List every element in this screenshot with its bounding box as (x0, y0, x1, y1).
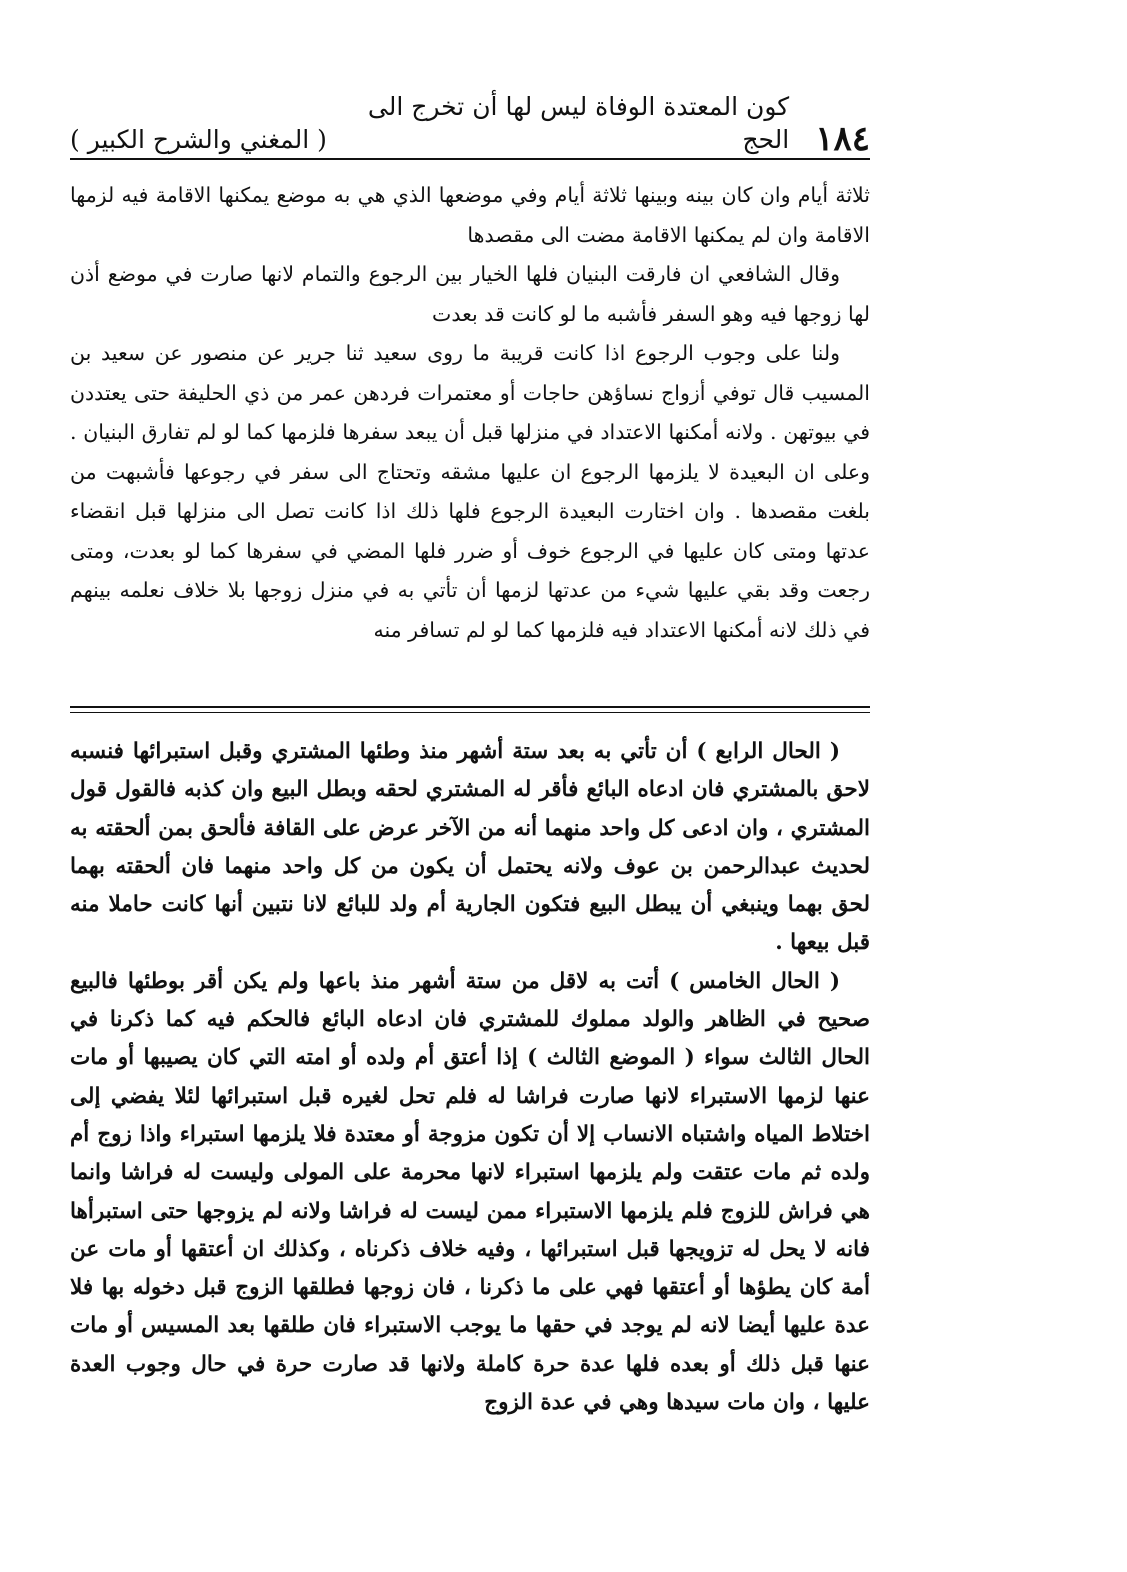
divider-line-thin (70, 712, 870, 713)
commentary-paragraph: ( الحال الخامس ) أتت به لاقل من ستة أشهر منذ باعها ولم يكن أقر بوطئها فالبيع صحيح في الظاهر والولد مملوك للمشتري فان ادعاه البائع فالحكم فيه كما ذكرنا في الحال الثالث سواء ( الموضع الثالث ) إذا أعتق أم ولده أو امته التي كان يصيبها أو مات عنها لزمها الاستبراء لانها صارت فراشا له فلم تحل لغيره قبل استبرائها لئلا يفضي إلى اختلاط المياه واشتباه الانساب إلا أن تكون مزوجة أو معتدة فلا يلزمها استبراء واذا زوج أم ولده ثم مات عتقت ولم يلزمها استبراء لانها محرمة على المولى وليست له فراشا وانما هي فراش للزوج فلم يلزمها الاستبراء ممن ليست له فراشا ولانه لم يزوجها حتى استبرأها فانه لا يحل له تزويجها قبل استبرائها ، وفيه خلاف ذكرناه ، وكذلك ان أعتقها أو مات عن أمة كان يطؤها أو أعتقها فهي على ما ذكرنا ، فان زوجها فطلقها الزوج قبل دخوله بها فلا عدة عليها أيضا لانه لم يوجد في حقها ما يوجب الاستبراء فان طلقها بعد المسيس أو مات عنها قبل ذلك أو بعده فلها عدة حرة كاملة ولانها قد صارت حرة في حال وجوب العدة عليها ، وان مات سيدها وهي في عدة الزوج (70, 968, 870, 1416)
main-paragraph: ثلاثة أيام وان كان بينه وبينها ثلاثة أيام وفي موضعها الذي هي به موضع يمكنها الاقامة فيه لزمها الاقامة وان لم يمكنها الاقامة مضت الى مقصدها (70, 183, 870, 247)
book-page (70, 92, 870, 1536)
commentary-text (70, 733, 870, 1422)
section-divider (70, 706, 870, 713)
main-text (70, 176, 870, 650)
page-number: ١٨٤ (815, 119, 870, 159)
page-header (70, 92, 870, 159)
running-title: كون المعتدة الوفاة ليس لها أن تخرج الى الحج (367, 92, 790, 154)
main-paragraph: وقال الشافعي ان فارقت البنيان فلها الخيار بين الرجوع والتمام لانها صارت في موضع أذن لها زوجها فيه وهو السفر فأشبه ما لو كانت قد بعدت (70, 262, 870, 326)
commentary-paragraph: ( الحال الرابع ) أن تأتي به بعد ستة أشهر منذ وطئها المشتري وقبل استبرائها فنسبه لاحق بالمشتري فان ادعاه البائع فأقر له المشتري لحقه وبطل البيع وان كذبه فالقول قول المشتري ، وان ادعى كل واحد منهما أنه من الآخر عرض على القافة فألحق بمن ألحقته به لحديث عبدالرحمن بن عوف ولانه يحتمل أن يكون من كل واحد منهما فان ألحقته بهما لحق بهما وينبغي أن يبطل البيع فتكون الجارية أم ولد للبائع لانا نتبين أنها كانت حاملا منه قبل بيعها . (70, 739, 870, 956)
header-rule (70, 158, 870, 160)
book-title: ( المغني والشرح الكبير ) (70, 124, 327, 154)
main-paragraph: ولنا على وجوب الرجوع اذا كانت قريبة ما روى سعيد ثنا جرير عن منصور عن سعيد بن المسيب قال توفي أزواج نساؤهن حاجات أو معتمرات فردهن عمر من ذي الحليفة حتى يعتددن في بيوتهن . ولانه أمكنها الاعتداد في منزلها قبل أن يبعد سفرها فلزمها كما لو لم تفارق البنيان . وعلى ان البعيدة لا يلزمها الرجوع ان عليها مشقه وتحتاج الى سفر في رجوعها فأشبهت من بلغت مقصدها . وان اختارت البعيدة الرجوع فلها ذلك اذا كانت تصل الى منزلها قبل انقضاء عدتها ومتى كان عليها في الرجوع خوف أو ضرر فلها المضي في سفرها كما لو بعدت، ومتى رجعت وقد بقي عليها شيء من عدتها لزمها أن تأتي به في منزل زوجها بلا خلاف نعلمه بينهم في ذلك لانه أمكنها الاعتداد فيه فلزمها كما لو لم تسافر منه (70, 341, 870, 642)
divider-line-thick (70, 706, 870, 708)
